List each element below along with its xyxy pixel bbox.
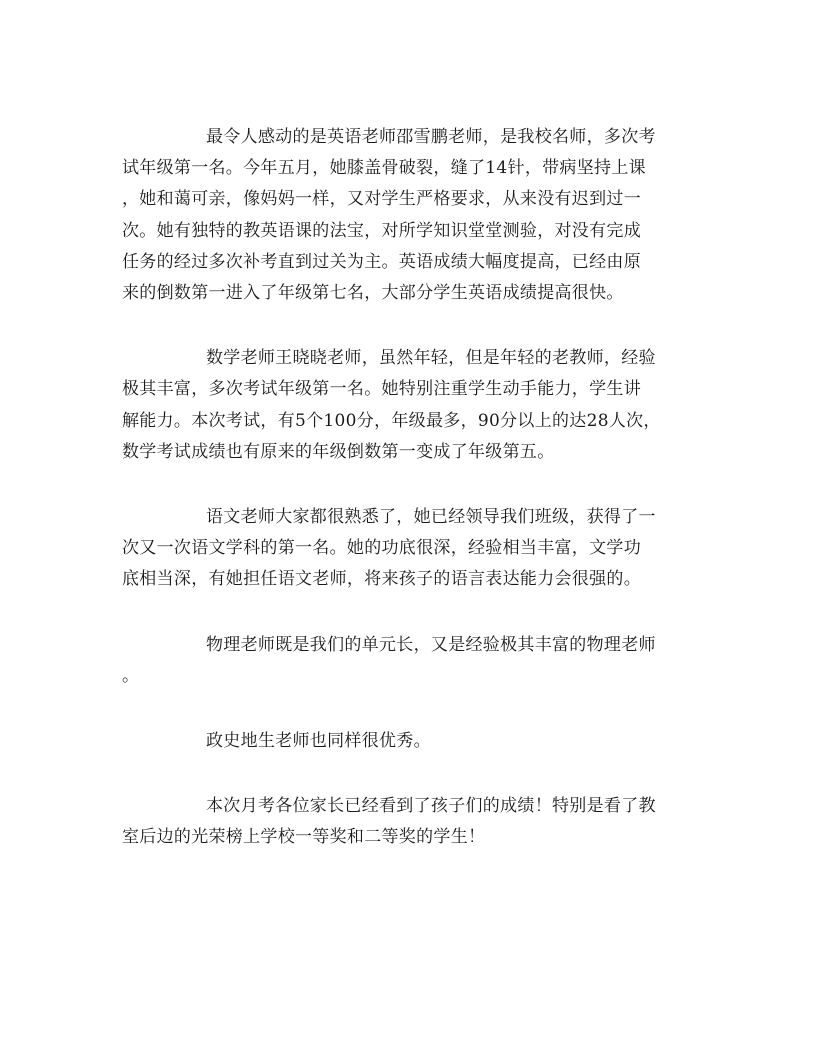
text-line: 试年级第一名。今年五月，她膝盖骨破裂，缝了14针，带病坚持上课	[122, 158, 646, 179]
paragraph-other-teachers	[122, 726, 697, 757]
paragraph-physics-teacher	[122, 630, 697, 692]
text-line: 极其丰富，多次考试年级第一名。她特别注重学生动手能力，学生讲	[122, 379, 641, 400]
text-line: 室后边的光荣榜上学校一等奖和二等奖的学生！	[122, 827, 486, 848]
text-line: 底相当深，有她担任语文老师，将来孩子的语言表达能力会很强的。	[122, 569, 641, 590]
text-line: 物理老师既是我们的单元长，又是经验极其丰富的物理老师	[206, 634, 656, 655]
text-line: 本次月考各位家长已经看到了孩子们的成绩！特别是看了教	[206, 796, 656, 817]
paragraph-english-teacher	[122, 122, 697, 309]
text-line: 次。她有独特的教英语课的法宝，对所学知识堂堂测验，对没有完成	[122, 220, 641, 241]
paragraph-chinese-teacher	[122, 502, 697, 596]
text-line: ，她和蔼可亲，像妈妈一样，又对学生严格要求，从来没有迟到过一	[122, 189, 641, 210]
text-line: 政史地生老师也同样很优秀。	[206, 731, 431, 752]
document-body	[122, 122, 697, 888]
text-line: 数学考试成绩也有原来的年级倒数第一变成了年级第五。	[122, 441, 555, 462]
text-line: 数学老师王晓晓老师，虽然年轻，但是年轻的老教师，经验	[206, 348, 656, 369]
text-line: 。	[122, 665, 140, 686]
text-line: 任务的经过多次补考直到过关为主。英语成绩大幅度提高，已经由原	[122, 251, 641, 272]
text-line: 解能力。本次考试，有5个100分，年级最多，90分以上的达28人次，	[122, 410, 661, 431]
paragraph-math-teacher	[122, 343, 697, 468]
text-line: 来的倒数第一进入了年级第七名，大部分学生英语成绩提高很快。	[122, 283, 624, 304]
text-line: 最令人感动的是英语老师邵雪鹏老师，是我校名师，多次考	[206, 127, 656, 147]
paragraph-monthly-exam	[122, 791, 697, 853]
text-line: 次又一次语文学科的第一名。她的功底很深，经验相当丰富，文学功	[122, 538, 641, 559]
text-line: 语文老师大家都很熟悉了，她已经领导我们班级，获得了一	[206, 507, 656, 528]
